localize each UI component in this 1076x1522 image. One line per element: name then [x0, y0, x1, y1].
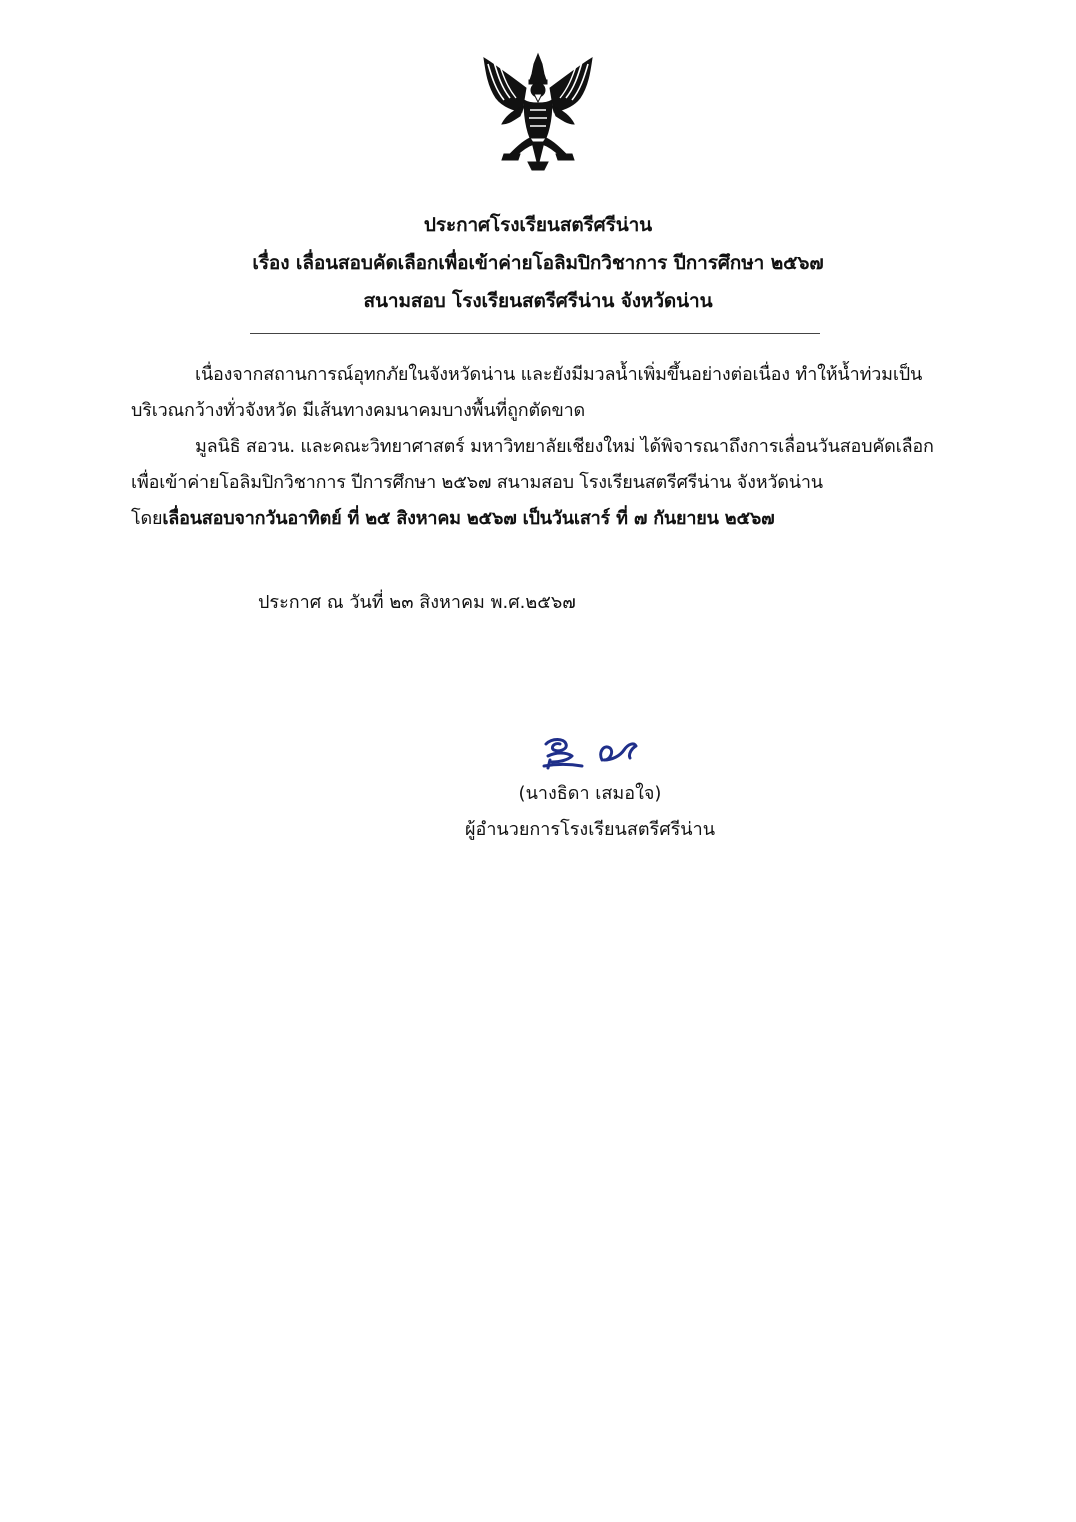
garuda-emblem-icon [474, 50, 602, 178]
signer-block [430, 776, 750, 848]
title-divider [250, 333, 820, 334]
signer-name: (นางธิดา เสมอใจ) [518, 783, 662, 804]
paragraph-1-line-2: บริเวณกว้างทั่วจังหวัด มีเส้นทางคมนาคมบางพื้นที่ถูกตัดขาด [131, 400, 585, 421]
title-line-3: สนามสอบ โรงเรียนสตรีศรีน่าน จังหวัดน่าน [363, 290, 713, 312]
title-line-2: เรื่อง เลื่อนสอบคัดเลือกเพื่อเข้าค่ายโอลิมปิกวิชาการ ปีการศึกษา ๒๕๖๗ [252, 252, 824, 274]
announcement-body [131, 357, 943, 537]
title-line-1: ประกาศโรงเรียนสตรีศรีน่าน [423, 214, 653, 236]
paragraph-2-line-3 [131, 501, 943, 537]
paragraph-2-line-1: มูลนิธิ สอวน. และคณะวิทยาศาสตร์ มหาวิทยาลัยเชียงใหม่ ได้พิจารณาถึงการเลื่อนวันสอบคัดเลือก [195, 436, 934, 457]
handwritten-signature [538, 730, 642, 774]
announcement-date: ประกาศ ณ วันที่ ๒๓ สิงหาคม พ.ศ.๒๕๖๗ [258, 592, 576, 613]
signer-position: ผู้อำนวยการโรงเรียนสตรีศรีน่าน [464, 819, 716, 840]
paragraph-2-line-3-prefix: โดย [131, 508, 163, 529]
paragraph-1-line-1: เนื่องจากสถานการณ์อุทกภัยในจังหวัดน่าน และยังมีมวลน้ำเพิ่มขึ้นอย่างต่อเนื่อง ทำให้น้ำท่วมเป็น [195, 364, 923, 385]
announcement-title [140, 206, 936, 320]
postponement-notice: เลื่อนสอบจากวันอาทิตย์ ที่ ๒๕ สิงหาคม ๒๕๖๗ เป็นวันเสาร์ ที่ ๗ กันยายน ๒๕๖๗ [162, 508, 775, 529]
paragraph-2-line-2: เพื่อเข้าค่ายโอลิมปิกวิชาการ ปีการศึกษา ๒๕๖๗ สนามสอบ โรงเรียนสตรีศรีน่าน จังหวัดน่าน [131, 472, 823, 493]
